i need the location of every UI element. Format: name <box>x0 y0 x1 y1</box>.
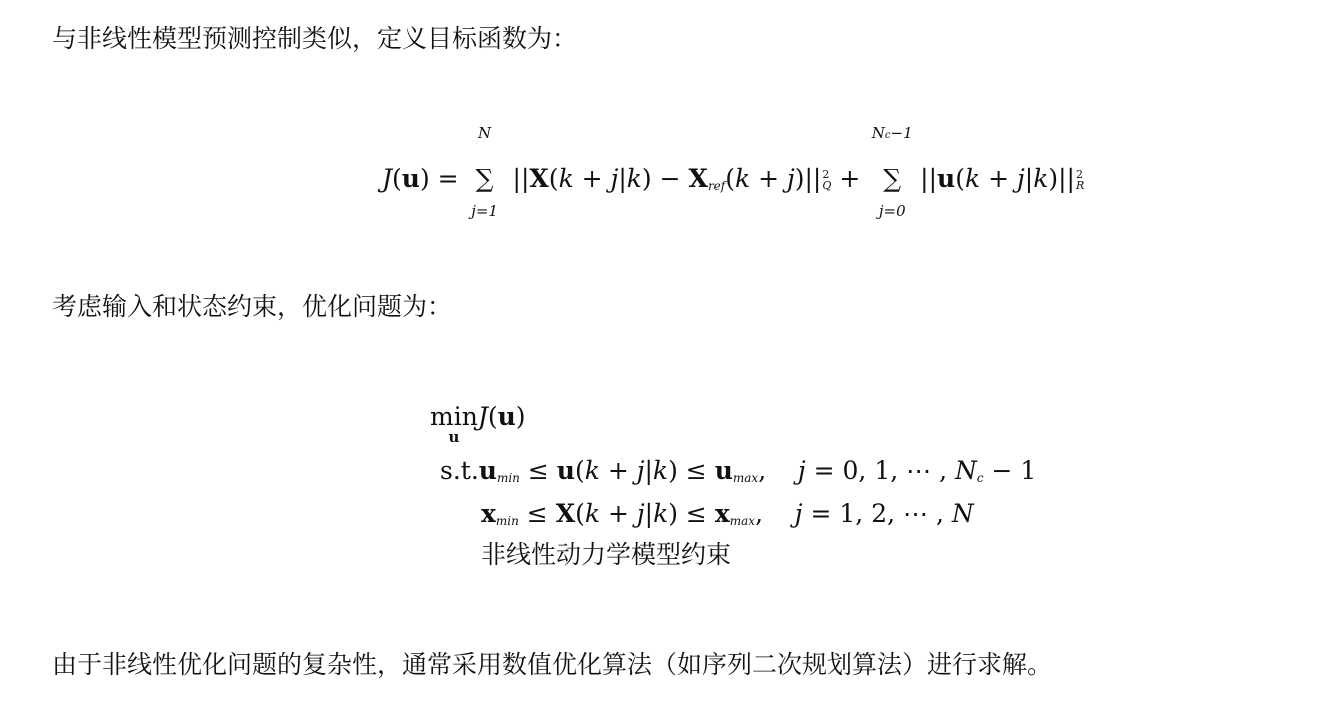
objective-equation: J(u) = ∑ N j=1 $||X(k + j|k) - X_{ref}(k + j)||$ 2 Q + ∑ Nc−1 j=0 ||u(k + j|k)|| 2 R <box>382 124 1085 220</box>
sum-operator: ∑ Nc−1 j=0 <box>871 124 913 220</box>
optimization-line-2: $s.t.u_{min} \le u(k + j|k) \le u_{max}$, j = 0, 1, ⋯ , $N_c - 1$ <box>440 456 1037 485</box>
constraints-intro-paragraph: 考虑输入和状态约束，优化问题为： <box>52 292 453 321</box>
intro-paragraph: 与非线性模型预测控制类似，定义目标函数为： <box>52 24 578 53</box>
sum-operator: ∑ N j=1 <box>471 124 498 220</box>
optimization-line-1: min u J(u) <box>430 402 526 446</box>
optimization-line-3: $x_{min} \le X(k + j|k) \le x_{max}$, j = 1, 2, ⋯ , N <box>481 499 974 528</box>
conclusion-paragraph: 由于非线性优化问题的复杂性，通常采用数值优化算法（如序列二次规划算法）进行求解。 <box>52 650 1053 679</box>
dynamics-constraint-label: 非线性动力学模型约束 <box>481 540 732 569</box>
